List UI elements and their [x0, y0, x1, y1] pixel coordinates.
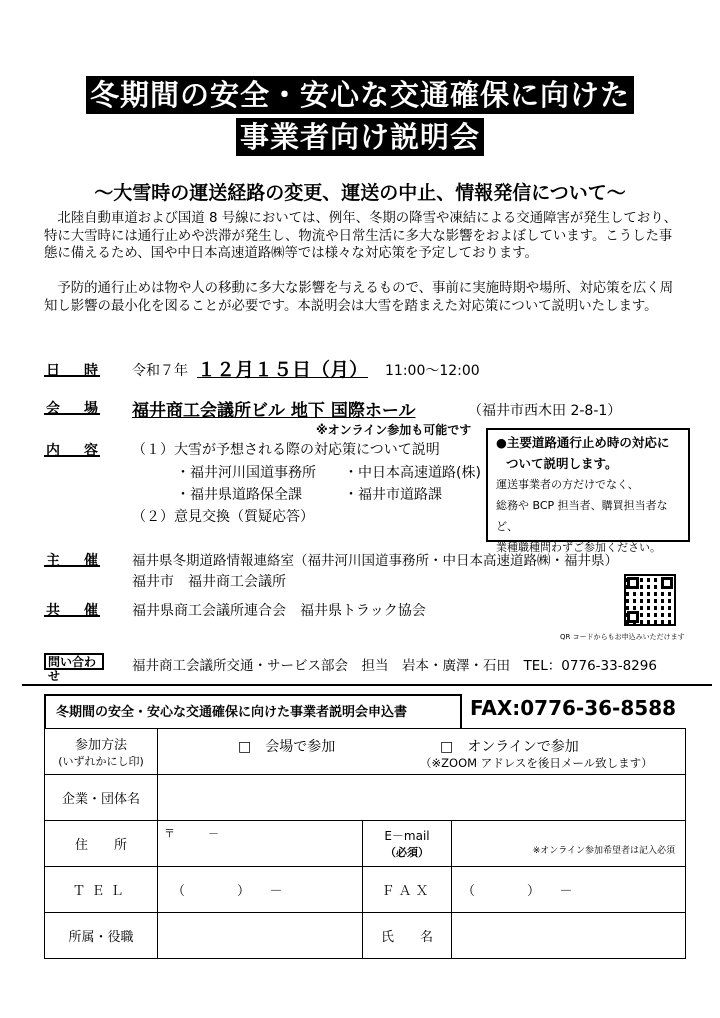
fax-field[interactable]: （ ） － [452, 867, 686, 913]
content-org-4: ・福井市道路課 [344, 487, 442, 503]
datetime-label: 日 時 [44, 360, 100, 377]
form-fax-number: FAX:0776-36-8588 [470, 696, 677, 720]
intro-paragraph-1: 北陸自動車道および国道 8 号線においては、例年、冬期の降雪や凍結による交通障害が発生しており、特に大雪時には通行止めや渋滞が発生し、物流や日常生活に多大な影響をおよぼしています。こうした事態に備えるため、国や中日本高速道路㈱等では様々な対応策を予定しております。 [44, 211, 677, 262]
datetime-era: 令和７年 [132, 363, 188, 379]
email-field[interactable] [452, 821, 686, 867]
tel-label: ＴＥＬ [45, 867, 158, 913]
name-label: 氏 名 [363, 913, 452, 959]
email-required: （必須） [385, 846, 429, 859]
fax-label: ＦＡＸ [363, 867, 452, 913]
notice-line-1: ●主要道路通行止め時の対応に [496, 435, 670, 450]
cut-line [22, 684, 712, 686]
email-label-cell [363, 821, 452, 867]
organizer-line-1: 福井県冬期道路情報連絡室（福井河川国道事務所・中日本高速道路㈱・福井県） [132, 553, 618, 569]
application-form [44, 728, 686, 959]
notice-box [486, 428, 690, 554]
datetime-date: １２月１５日（月） [197, 359, 369, 381]
email-label: E－mail [384, 829, 430, 843]
organizer-label: 主 催 [44, 550, 100, 567]
notice-line-4: 総務や BCP 担当者、購買担当者など、 [496, 499, 668, 533]
notice-line-5: 業種職種問わずご参加ください。 [496, 541, 661, 554]
dept-field[interactable] [158, 913, 363, 959]
content-org-3: ・福井県道路保全課 [176, 487, 302, 503]
organizer-line-2: 福井市 福井商工会議所 [132, 574, 286, 590]
content-org-1: ・福井河川国道事務所 [176, 465, 316, 481]
form-title: 冬期間の安全・安心な交通確保に向けた事業者説明会申込書 [44, 694, 462, 728]
name-field[interactable] [452, 913, 686, 959]
option-venue[interactable]: □ 会場で参加 [238, 738, 336, 755]
address-field[interactable]: 〒 － [158, 821, 363, 867]
page-title-line1: 冬期間の安全・安心な交通確保に向けた [0, 76, 720, 114]
notice-line-2: ついて説明します。 [506, 456, 618, 471]
content-item-1: （１）大雪が予想される際の対応策について説明 [132, 442, 440, 458]
venue-name: 福井商工会議所ビル 地下 国際ホール [132, 401, 416, 421]
address-label: 住 所 [45, 821, 158, 867]
content-org-2: ・中日本高速道路(株) [344, 465, 481, 481]
qr-code-icon[interactable] [624, 574, 676, 626]
cosponsor-text: 福井県商工会議所連合会 福井県トラック協会 [132, 603, 426, 619]
method-options-cell [158, 729, 686, 775]
inquiry-label: 問い合わせ [44, 653, 104, 670]
method-sub-label: (いずれかにし印) [58, 755, 144, 768]
email-note: ※オンライン参加希望者は記入必須 [532, 846, 675, 856]
method-label-cell [45, 729, 158, 775]
company-field[interactable] [158, 775, 686, 821]
option-online[interactable]: □ オンラインで参加 [440, 738, 579, 755]
method-label: 参加方法 [74, 738, 127, 753]
datetime-time: 11:00～12:00 [385, 363, 480, 379]
venue-label: 会 場 [44, 398, 100, 415]
page-subtitle: ～大雪時の運送経路の変更、運送の中止、情報発信について～ [94, 182, 626, 204]
qr-caption: QR コードからもお申込みいただけます [560, 633, 685, 641]
tel-field[interactable]: （ ） － [158, 867, 363, 913]
page-title-line2: 事業者向け説明会 [0, 118, 720, 156]
content-label: 内 容 [44, 440, 100, 457]
notice-line-3: 運送事業者の方だけでなく、 [496, 478, 639, 491]
company-label: 企業・団体名 [45, 775, 158, 821]
option-online-note: （※ZOOM アドレスを後日メール致します） [420, 755, 653, 770]
content-item-2: （２）意見交換（質疑応答） [132, 509, 314, 525]
venue-address: （福井市西木田 2-8-1） [468, 403, 622, 419]
online-note: ※オンライン参加も可能です [316, 423, 472, 437]
intro-paragraph-2: 予防的通行止めは物や人の移動に多大な影響を与えるもので、事前に実施時期や場所、対応策を広く周知し影響の最小化を図ることが必要です。本説明会は大雪を踏まえた対応策について説明いたします。 [44, 281, 674, 314]
cosponsor-label: 共 催 [44, 600, 100, 617]
dept-label: 所属・役職 [45, 913, 158, 959]
inquiry-text: 福井商工会議所交通・サービス部会 担当 岩本・廣澤・石田 TEL：0776-33-8296 [132, 658, 657, 674]
